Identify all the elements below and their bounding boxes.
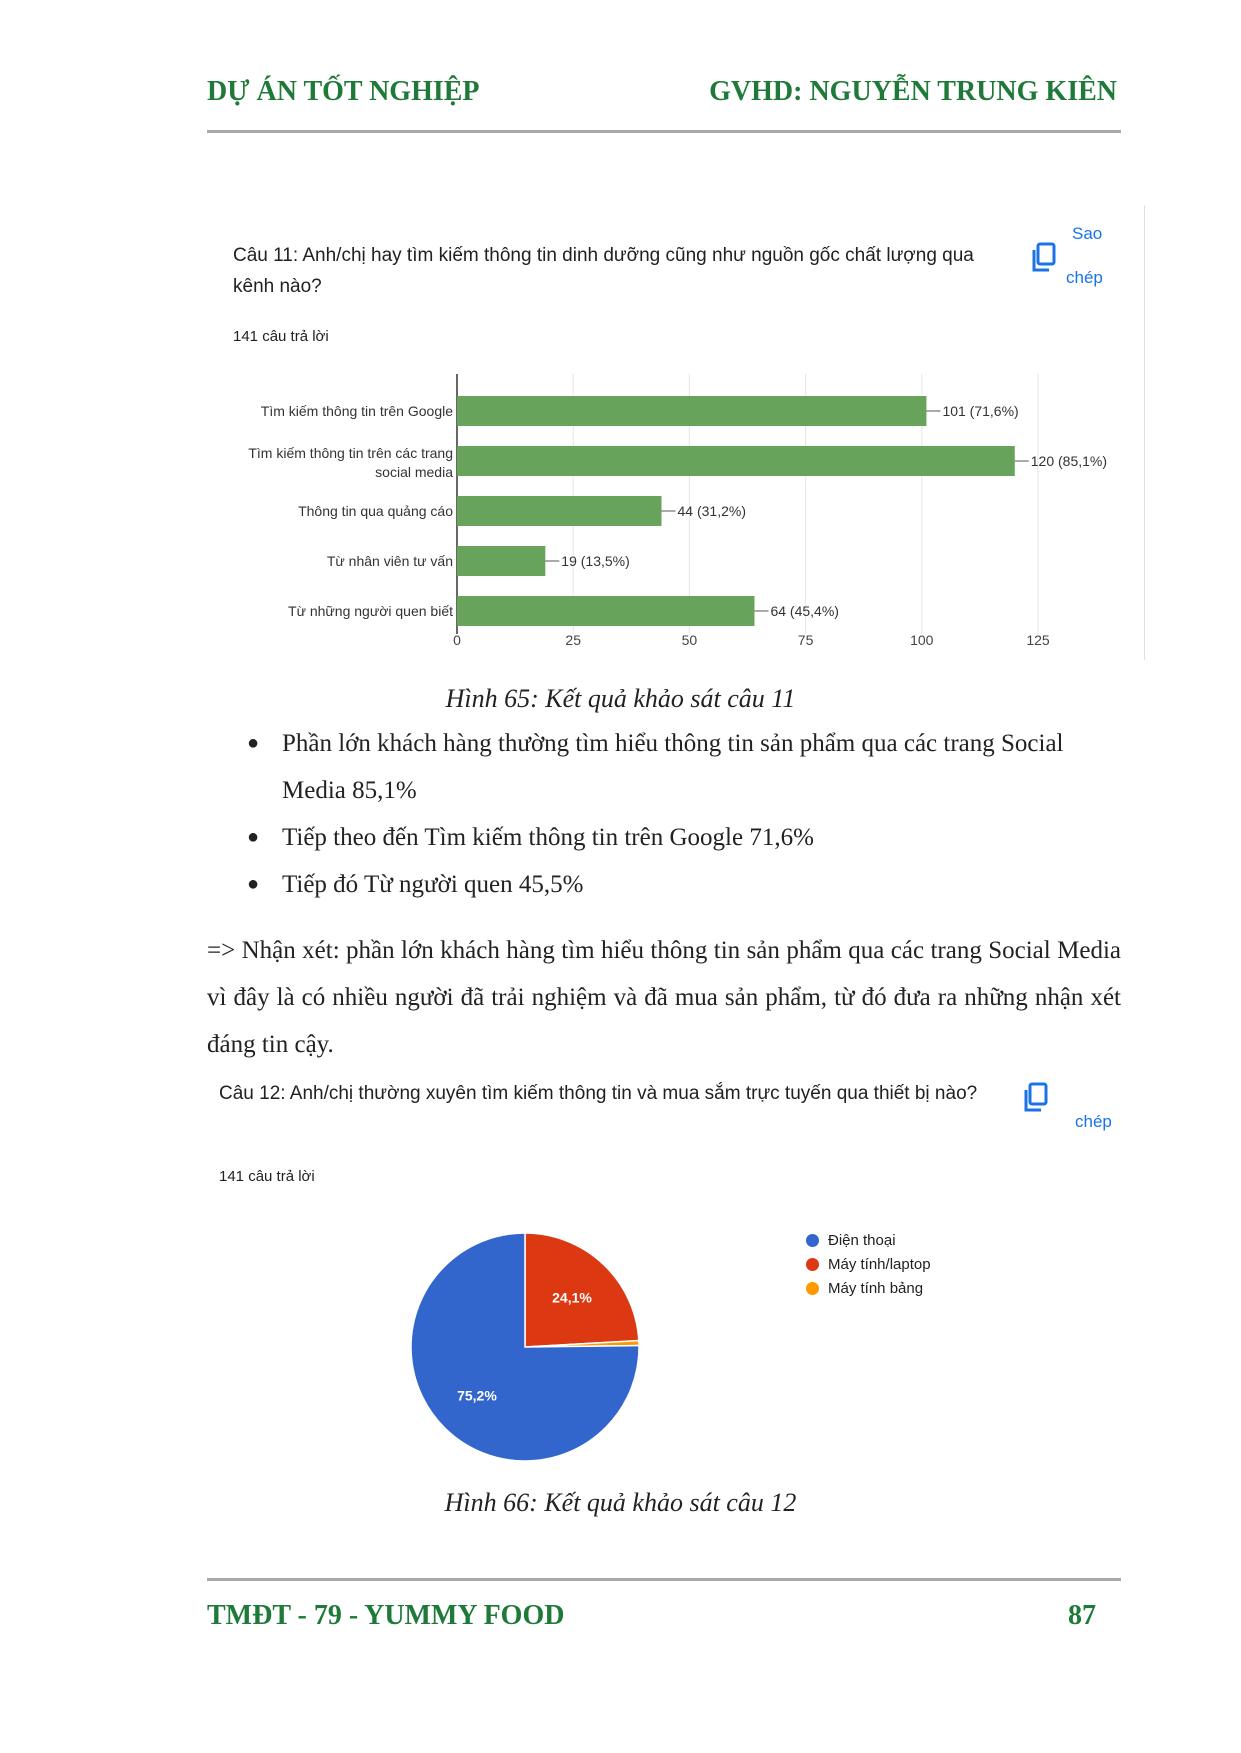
data-label: 101 (71,6%) [942, 403, 1019, 419]
conclusion-paragraph: => Nhận xét: phần lớn khách hàng tìm hiểu thông tin sản phẩm qua các trang Social Media vì đây là có nhiều người đã trải nghiệm và đã mua sản phẩm, từ đó đưa ra những nhận xét đáng tin cậy. [207, 937, 1121, 1058]
bullet-item: ● Tiếp theo đến Tìm kiếm thông tin trên Google 71,6% [247, 814, 1077, 861]
category-label: Thông tin qua quảng cáo [298, 503, 453, 519]
bar [457, 396, 926, 426]
pie-chart-q12 [400, 1222, 650, 1472]
x-tick-label: 125 [1026, 632, 1050, 648]
figure-66-caption: Hình 66: Kết quả khảo sát câu 12 [444, 1488, 797, 1517]
legend-item [806, 1228, 931, 1252]
category-label: Từ những người quen biết [288, 603, 453, 619]
bullet-item: ● Tiếp đó Từ người quen 45,5% [247, 861, 1077, 908]
category-label: Từ nhân viên tư vấn [326, 553, 453, 569]
bar-chart-q11 [230, 370, 1140, 660]
legend-swatch [806, 1282, 819, 1295]
data-label: 120 (85,1%) [1030, 453, 1108, 469]
copy-label-top: Sao [1072, 224, 1103, 243]
data-label: 19 (13,5%) [561, 553, 630, 569]
bar [457, 496, 662, 526]
page-number: 87 [1068, 1600, 1096, 1631]
pie-legend [806, 1228, 931, 1300]
copy-label-bottom: chép [1066, 268, 1103, 287]
slice-label: 24,1% [552, 1289, 592, 1306]
copy-icon [1022, 1082, 1050, 1119]
legend-label: Máy tính bảng [828, 1279, 924, 1297]
x-tick-label: 50 [681, 632, 698, 648]
slice-label: 75,2% [457, 1387, 497, 1404]
question-12-response-count: 141 câu trả lời [219, 1168, 315, 1185]
legend-item [806, 1252, 931, 1276]
legend-label: Điện thoại [828, 1231, 896, 1249]
question-11-response-count: 141 câu trả lời [233, 328, 329, 345]
category-label: Tìm kiếm thông tin trên Google [260, 403, 453, 419]
figure-65-caption: Hình 65: Kết quả khảo sát câu 11 [445, 684, 796, 713]
bar [457, 596, 754, 626]
x-tick-label: 75 [797, 632, 814, 648]
x-tick-label: 0 [453, 632, 461, 648]
header-project-title: DỰ ÁN TỐT NGHIỆP [207, 76, 480, 107]
x-tick-label: 25 [565, 632, 581, 648]
findings-list [247, 720, 1077, 908]
header-divider [207, 130, 1121, 133]
footer-project-name: TMĐT - 79 - YUMMY FOOD [207, 1600, 565, 1631]
legend-item [806, 1276, 931, 1300]
bar [457, 446, 1015, 476]
form-card-border [1144, 205, 1145, 660]
category-label: Tìm kiếm thông tin trên các trang [248, 445, 453, 461]
copy-icon [1030, 242, 1058, 279]
bullet-item: ● Phần lớn khách hàng thường tìm hiểu thông tin sản phẩm qua các trang Social Media 85,1% [247, 720, 1077, 814]
header-advisor: GVHD: NGUYỄN TRUNG KIÊN [709, 76, 1117, 107]
legend-label: Máy tính/laptop [828, 1255, 931, 1273]
legend-swatch [806, 1258, 819, 1271]
question-12-title: Câu 12: Anh/chị thường xuyên tìm kiếm thông tin và mua sắm trực tuyến qua thiết bị nào? [219, 1083, 978, 1104]
data-label: 44 (31,2%) [677, 503, 746, 519]
copy-label-bottom: chép [1075, 1112, 1112, 1131]
x-tick-label: 100 [910, 632, 934, 648]
data-label: 64 (45,4%) [770, 603, 839, 619]
bar [457, 546, 545, 576]
footer-divider [207, 1578, 1121, 1581]
question-11-title: Câu 11: Anh/chị hay tìm kiếm thông tin dinh dưỡng cũng như nguồn gốc chất lượng qua kênh nào? [233, 245, 974, 297]
category-label: social media [375, 464, 453, 480]
legend-swatch [806, 1234, 819, 1247]
